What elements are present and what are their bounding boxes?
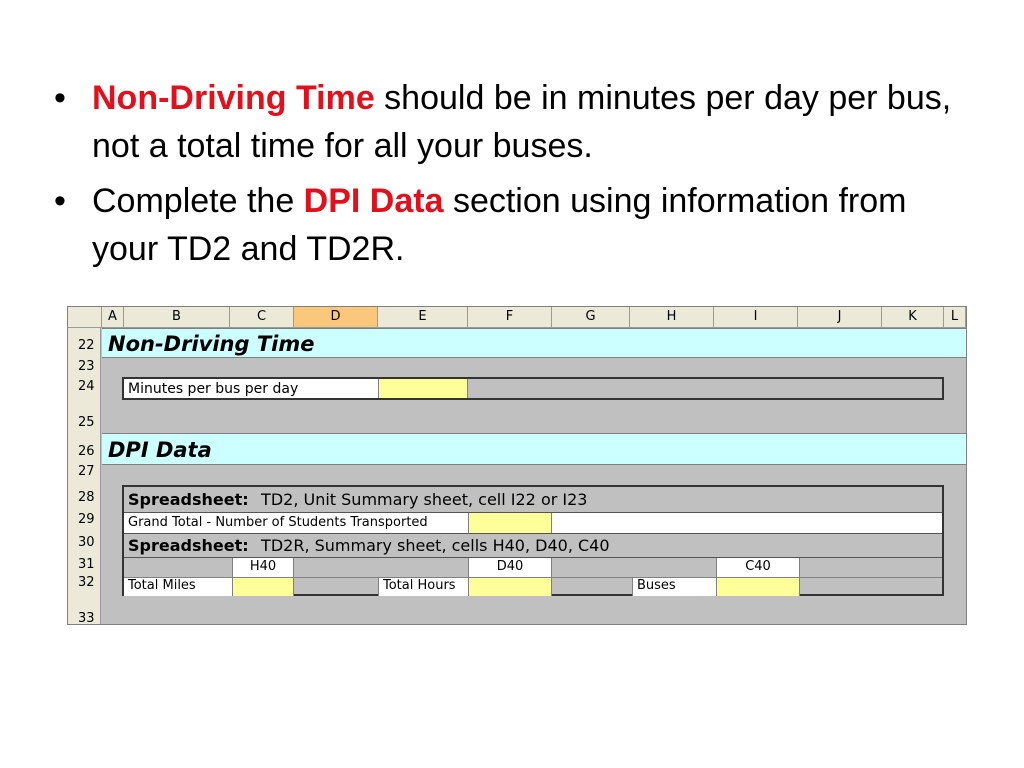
bullet-text: section using information from your TD2 and TD2R. (92, 182, 907, 268)
row-header-23[interactable]: 23 (68, 358, 101, 375)
total-hours-input[interactable] (468, 577, 552, 596)
row-header-32[interactable]: 32 (68, 574, 101, 594)
td2r-reference: TD2R, Summary sheet, cells H40, D40, C40 (261, 536, 610, 555)
buses-label: Buses (632, 577, 716, 596)
total-miles-input[interactable] (232, 577, 294, 596)
column-header-row (68, 307, 966, 328)
column-header-k[interactable]: K (882, 307, 944, 327)
c40-header: C40 (716, 558, 800, 577)
grand-total-filler (552, 513, 942, 533)
bullet-dot: • (54, 182, 66, 220)
column-header-i[interactable]: I (714, 307, 798, 327)
row-header-31[interactable]: 31 (68, 554, 101, 574)
grand-total-label: Grand Total - Number of Students Transported (124, 513, 468, 533)
column-header-e[interactable]: E (378, 307, 468, 327)
bullet-item (52, 74, 972, 170)
row-header-29[interactable]: 29 (68, 509, 101, 530)
grand-total-input[interactable] (468, 513, 552, 533)
bullet-highlight: Non-Driving Time (92, 79, 375, 117)
td2r-spreadsheet-row (124, 535, 942, 557)
td2-spreadsheet-row (124, 489, 942, 511)
bullet-text: should be in minutes per day per bus, not a total time for all your buses. (92, 79, 952, 165)
d40-header: D40 (468, 558, 552, 577)
buses-input[interactable] (716, 577, 800, 596)
minutes-box (122, 377, 944, 400)
spreadsheet (67, 306, 967, 625)
column-header-a[interactable]: A (102, 307, 124, 327)
total-hours-label: Total Hours (378, 577, 468, 596)
column-header-l[interactable]: L (944, 307, 966, 327)
column-header-c[interactable]: C (230, 307, 294, 327)
column-header-b[interactable]: B (124, 307, 230, 327)
column-header-d[interactable]: D (294, 307, 378, 327)
bullet-item (52, 177, 972, 273)
minutes-filler (468, 379, 942, 398)
bullet-list (52, 74, 972, 273)
column-header-j[interactable]: J (798, 307, 882, 327)
minutes-per-bus-input[interactable] (378, 379, 468, 398)
row-header-25[interactable]: 25 (68, 399, 101, 433)
non-driving-time-heading: Non-Driving Time (102, 328, 966, 358)
spreadsheet-label: Spreadsheet: (128, 536, 249, 555)
row-header-22[interactable]: 22 (68, 328, 101, 358)
bullet-dot: • (54, 79, 66, 117)
row-header-28[interactable]: 28 (68, 483, 101, 509)
row-header-24[interactable]: 24 (68, 375, 101, 399)
row-header-27[interactable]: 27 (68, 465, 101, 483)
row-header-26[interactable]: 26 (68, 433, 101, 465)
divider (124, 577, 942, 578)
dpi-box (122, 485, 944, 596)
row-header-30[interactable]: 30 (68, 530, 101, 554)
select-all-corner[interactable] (68, 307, 102, 327)
total-miles-label: Total Miles (124, 577, 232, 596)
divider (124, 533, 942, 534)
td2-reference: TD2, Unit Summary sheet, cell I22 or I23 (261, 490, 588, 509)
minutes-per-bus-label: Minutes per bus per day (128, 381, 299, 397)
bullet-highlight: DPI Data (303, 182, 444, 220)
bullet-prefix: Complete the (92, 182, 304, 220)
column-header-g[interactable]: G (552, 307, 630, 327)
column-header-h[interactable]: H (630, 307, 714, 327)
dpi-data-heading: DPI Data (102, 433, 966, 465)
row-header-33[interactable]: 33 (68, 594, 101, 624)
h40-header: H40 (232, 558, 294, 577)
column-header-f[interactable]: F (468, 307, 552, 327)
spreadsheet-label: Spreadsheet: (128, 490, 249, 509)
